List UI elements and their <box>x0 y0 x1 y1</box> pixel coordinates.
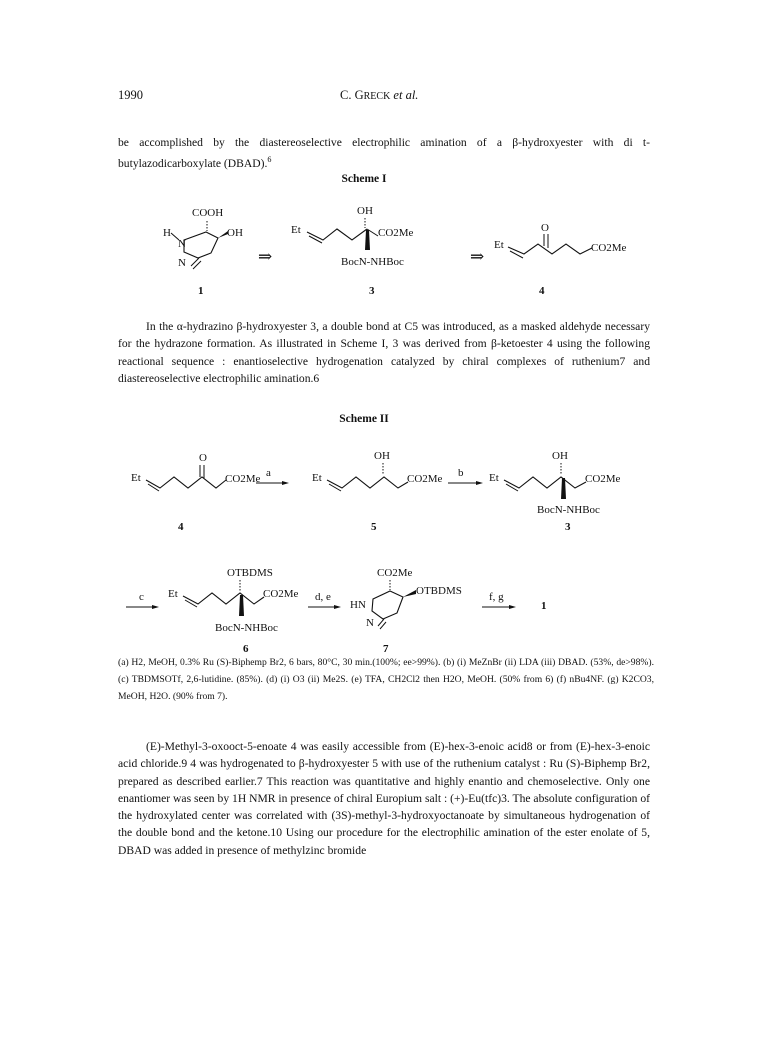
svg-text:Et: Et <box>291 224 301 236</box>
svg-text:4: 4 <box>178 521 184 533</box>
svg-text:N: N <box>178 257 186 269</box>
running-title: C. GRECK et al. <box>340 88 419 102</box>
svg-text:BocN-NHBoc: BocN-NHBoc <box>537 504 600 516</box>
scheme-2-compound-6 <box>168 567 299 655</box>
svg-text:OH: OH <box>374 450 390 462</box>
svg-text:OH: OH <box>357 205 373 217</box>
scheme-2-compound-4 <box>131 452 261 533</box>
svg-text:O: O <box>541 222 549 234</box>
svg-text:1: 1 <box>198 285 204 297</box>
svg-text:4: 4 <box>539 285 545 297</box>
scheme-2-compound-5 <box>312 450 443 533</box>
svg-text:Et: Et <box>494 239 504 251</box>
scheme-2-conditions: (a) H2, MeOH, 0.3% Ru (S)-Biphemp Br2, 6 bars, 80°C, 30 min.(100%; ee>99%). (b) (i) MeZnBr (ii) LDA (iii) DBAD. (53%, de>98%). (c) TBDMSOTf, 2,6-lutidine. (85%). (d) (i) O3 (ii) Me2S. (e) TFA, CH2Cl2 then H2O, MeOH. (50% from 6) (f) nBu4NF. (g) K2CO3, MeOH, H2O. (90% from 7). <box>118 657 654 702</box>
svg-text:OTBDMS: OTBDMS <box>227 567 273 579</box>
svg-text:a: a <box>266 467 271 479</box>
scheme-2-compound-7 <box>350 567 462 655</box>
scheme-2-compound-1: 1 <box>541 600 547 612</box>
svg-text:OH: OH <box>227 227 243 239</box>
svg-text:H: H <box>163 227 171 239</box>
svg-text:Et: Et <box>168 588 178 600</box>
svg-text:CO2Me: CO2Me <box>225 473 261 485</box>
paragraph-scheme-1-discussion: In the α-hydrazino β-hydroxyester 3, a double bond at C5 was introduced, as a masked aldehyde necessary for the hydrazone formation. As illustrated in Scheme I, 3 was derived from β-ketoester 4 using the following reactional sequence : enantioselective hydrogenation catalyzed by chiral complexes of ruthenium7 and diastereoselective electrophilic amination.6 <box>118 320 650 385</box>
svg-text:CO2Me: CO2Me <box>585 473 621 485</box>
svg-text:5: 5 <box>371 521 377 533</box>
svg-text:HN: HN <box>350 599 366 611</box>
svg-text:COOH: COOH <box>192 207 224 219</box>
scheme-2-compound-3 <box>489 450 621 533</box>
svg-text:CO2Me: CO2Me <box>377 567 413 579</box>
svg-text:c: c <box>139 591 144 603</box>
page-number: 1990 <box>118 88 143 102</box>
svg-text:BocN-NHBoc: BocN-NHBoc <box>341 256 404 268</box>
svg-text:3: 3 <box>565 521 571 533</box>
svg-text:f, g: f, g <box>489 591 504 603</box>
svg-text:7: 7 <box>383 643 389 655</box>
paragraph-intro: be accomplished by the diastereoselective electrophilic amination of a β-hydroxyester with di t-butylazodicarboxylate (DBAD).$^6$ <box>118 136 650 171</box>
svg-text:CO2Me: CO2Me <box>591 242 627 254</box>
svg-text:OTBDMS: OTBDMS <box>416 585 462 597</box>
svg-text:N: N <box>178 238 186 250</box>
scheme-1-title: Scheme I <box>341 173 387 185</box>
svg-text:b: b <box>458 467 464 479</box>
svg-text:Et: Et <box>312 472 322 484</box>
svg-text:BocN-NHBoc: BocN-NHBoc <box>215 622 278 634</box>
svg-text:N: N <box>366 617 374 629</box>
svg-text:OH: OH <box>552 450 568 462</box>
svg-text:6: 6 <box>243 643 249 655</box>
scheme-2-title: Scheme II <box>339 413 389 425</box>
paragraph-results: (E)-Methyl-3-oxooct-5-enoate 4 was easily accessible from (E)-hex-3-enoic acid8 or from (E)-hex-3-enoic acid chloride.9 4 was hydrogenated to β-hydroxyester 5 with use of the ruthenium catalyst : Ru (S)-Biphemp Br2, prepared as described earlier.7 This reaction was quantitative and highly enantio and chemoselective. Only one enantiomer was seen by 1H NMR in presence of chiral Europium salt : (+)-Eu(tfc)3. The absolute configuration of the hydroxylated center was correlated with (3S)-methyl-3-hydroxyoctanoate by simultaneous hydrogenation of the double bond and the ketone.10 Using our procedure for the electrophilic amination of the ester enolate of 5, DBAD was added in presence of methylzinc bromide <box>118 740 650 857</box>
svg-text:d, e: d, e <box>315 591 331 603</box>
svg-text:CO2Me: CO2Me <box>407 473 443 485</box>
retro-arrow-1: ⇒ <box>258 247 273 266</box>
svg-text:CO2Me: CO2Me <box>263 588 299 600</box>
svg-text:Et: Et <box>489 472 499 484</box>
retro-arrow-2: ⇒ <box>470 247 485 266</box>
svg-text:Et: Et <box>131 472 141 484</box>
svg-text:3: 3 <box>369 285 375 297</box>
svg-text:O: O <box>199 452 207 464</box>
svg-text:CO2Me: CO2Me <box>378 227 414 239</box>
